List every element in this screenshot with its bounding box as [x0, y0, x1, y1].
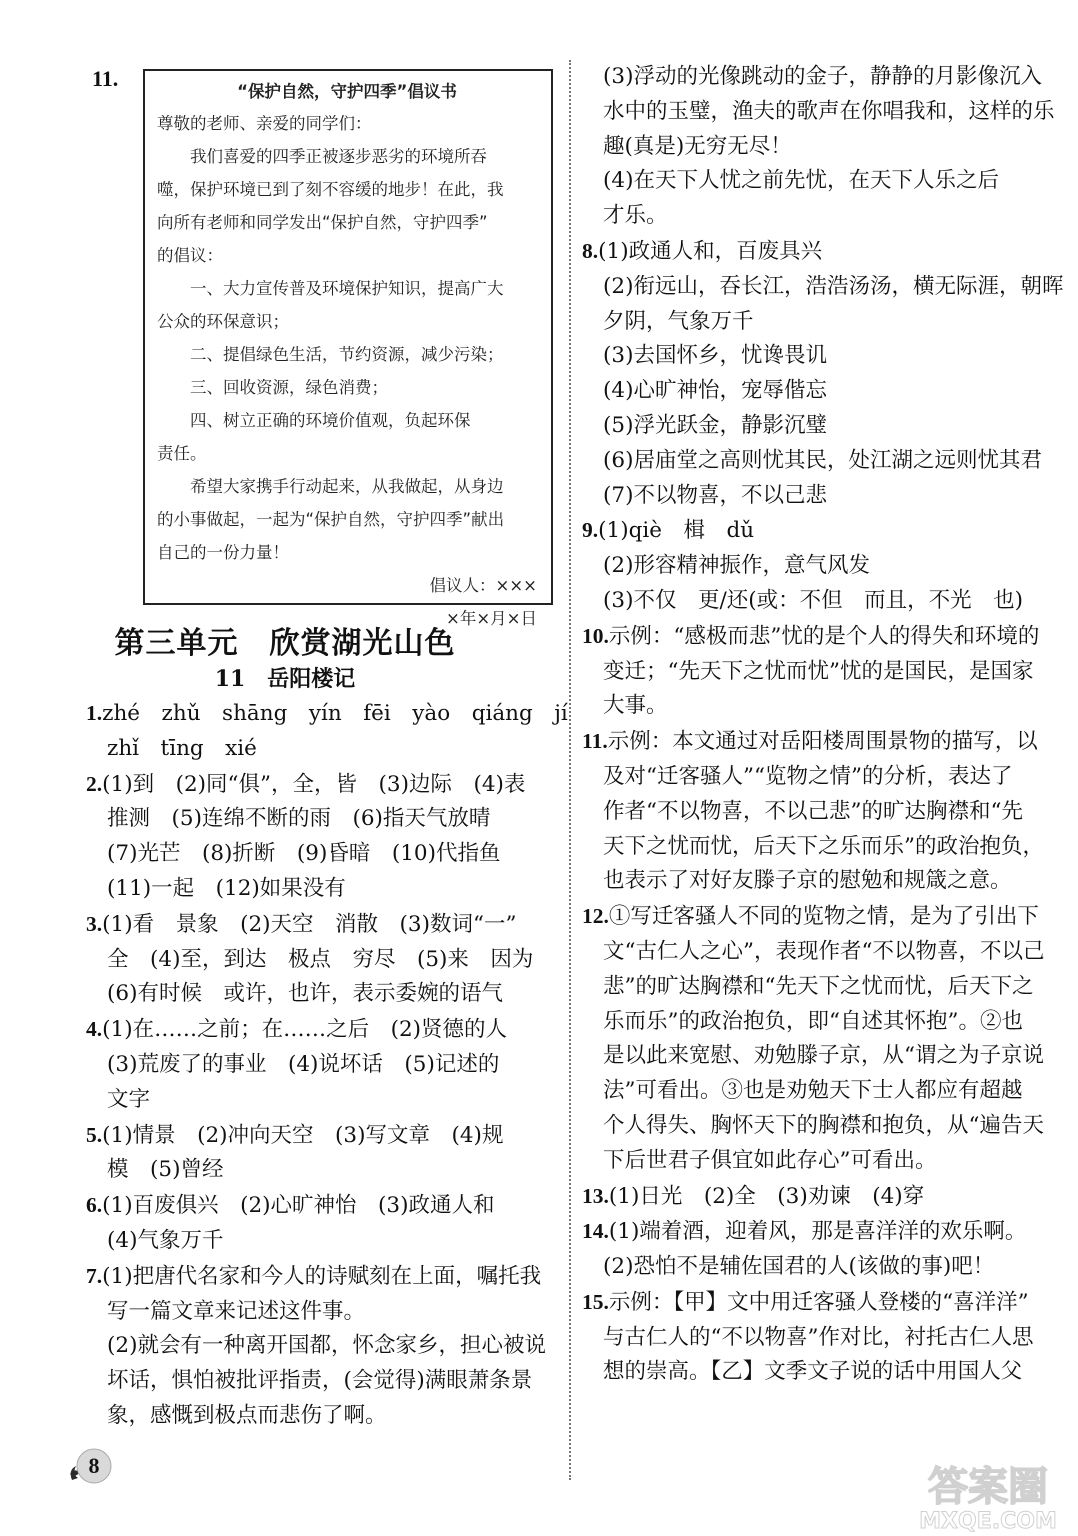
answer-text: (6)有时候 或许，也许，表示委婉的语气	[107, 981, 503, 1007]
answer-text: (1)日光 (2)全 (3)劝谏 (4)穿	[608, 1183, 925, 1209]
answer-line	[86, 1295, 556, 1330]
question-number: 4.	[86, 1017, 103, 1042]
answer-line	[86, 1259, 556, 1295]
question-number: 7.	[86, 1263, 103, 1288]
answer-line	[86, 1188, 556, 1224]
proposal-signer: 倡议人：×××	[429, 576, 537, 595]
proposal-paragraph-line: 的倡议：	[157, 246, 223, 265]
answer-text: 示例：本文通过对岳阳楼周围景物的描写，以	[607, 729, 1038, 755]
right-answer-column	[582, 60, 1064, 1390]
answer-text: 作者“不以物喜，不以己悲”的旷达胸襟和“先	[603, 798, 1023, 824]
answer-line	[582, 234, 1052, 270]
answer-line	[582, 1355, 1052, 1390]
left-answer-column	[86, 696, 568, 1434]
answer-text: 趣(真是)无穷无尽！	[603, 133, 792, 159]
question-number: 15.	[582, 1289, 609, 1314]
answer-text: (4)心旷神怡，宠辱偕忘	[603, 378, 827, 404]
answer-line	[582, 1214, 1052, 1250]
question-number: 12.	[582, 904, 609, 929]
proposal-paragraph-line: 噬，保护环境已到了刻不容缓的地步！在此，我	[157, 180, 504, 199]
answer-text: (2)衔远山，吞长江，浩浩汤汤，横无际涯，朝晖	[603, 273, 1064, 299]
answer-text: 文字	[107, 1086, 151, 1112]
answer-line	[86, 1224, 556, 1259]
answer-line	[86, 1364, 556, 1399]
answer-text: (1)端着酒，迎着风，那是喜洋洋的欢乐啊。	[608, 1219, 1027, 1245]
lesson-title: 11 岳阳楼记	[214, 666, 356, 692]
answer-text: 个人得失、胸怀天下的胸襟和抱负，从“遍告天	[603, 1112, 1044, 1138]
answer-line	[582, 1109, 1052, 1144]
answer-text: 也表示了对好友滕子京的慰勉和规箴之意。	[603, 868, 1012, 894]
answer-line	[582, 760, 1052, 795]
unit-title: 第三单元 欣赏湖光山色	[114, 626, 456, 661]
question-number: 10.	[582, 623, 609, 648]
answer-line	[582, 1321, 1052, 1356]
answer-line	[582, 1074, 1052, 1109]
answer-text: 模 (5)曾经	[107, 1157, 224, 1183]
answer-line	[582, 970, 1052, 1005]
answer-text: 乐而乐”的政治抱负，即“自述其怀抱”。②也	[603, 1008, 1023, 1034]
question-11-label: 11.	[92, 66, 119, 91]
question-number: 8.	[582, 238, 599, 263]
answer-line	[86, 1012, 556, 1048]
answer-text: 是以此来宽慰、劝勉滕子京，从“谓之为子京说	[603, 1043, 1044, 1069]
answer-line	[582, 935, 1052, 970]
answer-text: 象，感慨到极点而悲伤了啊。	[107, 1402, 387, 1428]
answer-line	[582, 655, 1052, 690]
answer-line	[582, 795, 1052, 830]
answer-line	[86, 1153, 556, 1188]
answer-text: (1)百废俱兴 (2)心旷神怡 (3)政通人和	[102, 1193, 495, 1219]
answer-text: zhé zhǔ shāng yín fēi yào qiáng jí	[102, 701, 568, 726]
page-number-badge	[66, 1440, 114, 1488]
question-number: 9.	[582, 518, 599, 543]
answer-text: (7)不以物喜，不以己悲	[603, 482, 827, 508]
answer-line	[86, 943, 556, 978]
answer-line	[582, 864, 1052, 899]
answer-line	[86, 802, 556, 837]
answer-line	[582, 1039, 1052, 1074]
answer-line	[582, 513, 1052, 549]
answer-text: 水中的玉璧，渔夫的歌声在你唱我和，这样的乐	[603, 98, 1055, 124]
answer-line	[582, 339, 1052, 374]
answer-line	[582, 270, 1064, 305]
answer-line	[582, 444, 1052, 479]
proposal-salutation: 尊敬的老师、亲爱的同学们：	[157, 114, 372, 133]
answer-text: (1)情景 (2)冲向天空 (3)写文章 (4)规	[102, 1122, 504, 1148]
answer-text: 与古仁人的“不以物喜”作对比，衬托古仁人思	[603, 1324, 1034, 1350]
answer-text: 文“古仁人之心”，表现作者“不以物喜，不以己	[603, 938, 1045, 964]
answer-text: (1)看 景象 (2)天空 消散 (3)数词“一”	[102, 911, 517, 937]
answer-line	[582, 60, 1052, 95]
answer-line	[582, 899, 1052, 935]
proposal-closing-line: 的小事做起，一起为“保护自然，守护四季”献出	[157, 510, 505, 529]
answer-line	[86, 696, 568, 732]
watermark-logo	[900, 1458, 1076, 1534]
answer-line	[86, 1048, 556, 1083]
page-number: 8	[88, 1453, 100, 1478]
question-number: 1.	[86, 701, 103, 725]
answer-text: 示例：“感极而悲”忧的是个人的得失和环境的	[608, 623, 1040, 649]
proposal-letter-box	[143, 69, 553, 628]
answer-text: (3)浮动的光像跳动的金子，静静的月影像沉入	[603, 64, 1042, 89]
answer-line	[86, 977, 556, 1012]
answer-text: (4)气象万千	[107, 1227, 224, 1253]
answer-text: ①写迁客骚人不同的览物之情，是为了引出下	[608, 904, 1039, 930]
question-number: 6.	[86, 1193, 103, 1218]
answer-text: 法”可看出。③也是劝勉天下士人都应有超越	[603, 1078, 1023, 1104]
answer-line	[582, 164, 1052, 199]
answer-line	[86, 837, 556, 872]
answer-text: 推测 (5)连绵不断的雨 (6)指天气放晴	[107, 806, 491, 832]
answer-text: 夕阴，气象万千	[603, 308, 754, 334]
proposal-item-line: 二、提倡绿色生活，节约资源，减少污染；	[190, 345, 504, 364]
answer-line	[582, 409, 1052, 444]
proposal-item-line: 四、树立正确的环境价值观，负起环保	[190, 411, 471, 430]
answer-line	[86, 767, 556, 803]
proposal-paragraph-line: 我们喜爱的四季正被逐步恶劣的环境所吞	[190, 147, 487, 166]
answer-line	[86, 872, 556, 907]
watermark-logo-text: 答案圈	[928, 1464, 1048, 1510]
proposal-item-line: 责任。	[157, 444, 207, 463]
answer-line	[86, 1329, 556, 1364]
answer-line	[582, 619, 1052, 655]
answer-text: (1)把唐代名家和今人的诗赋刻在上面，嘱托我	[102, 1263, 542, 1289]
answer-line	[86, 732, 556, 767]
answer-text: (2)形容精神振作，意气风发	[603, 553, 870, 579]
proposal-title: “保护自然，守护四季”倡议书	[237, 82, 457, 101]
answer-line	[86, 1399, 556, 1434]
answer-line	[582, 130, 1052, 165]
answer-text: 天下之忧而忧，后天下之乐而乐”的政治抱负，	[603, 833, 1044, 859]
answer-text: 示例：【甲】文中用迁客骚人登楼的“喜洋洋”	[608, 1289, 1029, 1315]
answer-text: 写一篇文章来记述这件事。	[107, 1298, 366, 1324]
answer-line	[582, 199, 1052, 234]
answer-line	[582, 549, 1052, 584]
answer-text: (7)光芒 (8)折断 (9)昏暗 (10)代指鱼	[107, 841, 501, 867]
question-number: 5.	[86, 1122, 103, 1147]
proposal-item-line: 一、大力宣传普及环境保护知识，提高广大	[190, 279, 504, 298]
question-number: 11.	[582, 729, 608, 754]
answer-text: 下后世君子俱宜如此存心”可看出。	[603, 1147, 937, 1173]
answer-text: 悲”的旷达胸襟和“先天下之忧而忧，后天下之	[603, 973, 1034, 999]
answer-line	[582, 1005, 1052, 1040]
question-number: 13.	[582, 1183, 609, 1208]
answer-line	[582, 724, 1052, 760]
answer-text: (1)qiè 楫 dǔ	[598, 518, 755, 544]
answer-line	[582, 830, 1052, 865]
answer-text: 才乐。	[603, 203, 668, 229]
answer-line	[582, 584, 1052, 619]
answer-line	[582, 1250, 1052, 1285]
answer-text: 变迁；“先天下之忧而忧”忧的是国民，是国家	[603, 658, 1034, 684]
proposal-paragraph-line: 向所有老师和同学发出“保护自然，守护四季”	[157, 213, 488, 232]
question-number: 14.	[582, 1219, 609, 1244]
proposal-date: ×年×月×日	[446, 609, 537, 628]
answer-text: (2)就会有一种离开国都，怀念家乡，担心被说	[107, 1333, 546, 1359]
answer-line	[582, 374, 1052, 409]
answer-text: 大事。	[603, 693, 668, 719]
answer-text: 想的崇高。【乙】文季文子说的话中用国人父	[603, 1359, 1023, 1385]
answer-line	[86, 1118, 556, 1154]
answer-line	[582, 305, 1052, 340]
answer-line	[86, 1083, 556, 1118]
answer-line	[582, 1285, 1052, 1321]
watermark-url-text: MXQE.COM	[919, 1509, 1057, 1534]
answer-text: (4)在天下人忧之前先忧，在天下人乐之后	[603, 168, 999, 194]
answer-text: (6)居庙堂之高则忧其民，处江湖之远则忧其君	[603, 447, 1042, 473]
answer-text: (1)在……之前；在……之后 (2)贤德的人	[102, 1017, 508, 1043]
answer-line	[582, 1179, 1052, 1215]
question-number: 2.	[86, 771, 103, 796]
proposal-item-line: 公众的环保意识；	[157, 312, 289, 331]
answer-text: (1)到 (2)同“俱”，全，皆 (3)边际 (4)表	[102, 771, 526, 797]
proposal-item-line: 三、回收资源，绿色消费；	[190, 378, 388, 397]
question-number: 3.	[86, 911, 103, 936]
column-divider	[569, 60, 571, 1480]
answer-text: (1)政通人和，百废具兴	[598, 238, 823, 264]
answer-line	[582, 95, 1055, 130]
answer-text: zhǐ tīng xié	[107, 735, 257, 761]
answer-line	[582, 689, 1052, 724]
answer-line	[582, 1144, 1052, 1179]
answer-text: (2)恐怕不是辅佐国君的人(该做的事)吧！	[603, 1254, 995, 1280]
answer-line	[86, 907, 556, 943]
answer-text: 及对“迁客骚人”“览物之情”的分析，表达了	[603, 763, 1013, 789]
answer-line	[582, 479, 1052, 514]
answer-text: 坏话，惧怕被批评指责，(会觉得)满眼萧条景	[107, 1368, 533, 1394]
answer-text: (3)不仅 更/还(或：不但 而且，不光 也)	[603, 587, 1023, 613]
answer-text: 全 (4)至，到达 极点 穷尽 (5)来 因为	[107, 946, 534, 972]
answer-text: (3)去国怀乡，忧谗畏讥	[603, 343, 827, 369]
answer-text: (11)一起 (12)如果没有	[107, 875, 346, 901]
proposal-closing-line: 希望大家携手行动起来，从我做起，从身边	[190, 477, 504, 496]
proposal-closing-line: 自己的一份力量！	[157, 543, 289, 562]
answer-text: (3)荒废了的事业 (4)说坏话 (5)记述的	[107, 1051, 500, 1077]
answer-text: (5)浮光跃金，静影沉璧	[603, 412, 827, 438]
